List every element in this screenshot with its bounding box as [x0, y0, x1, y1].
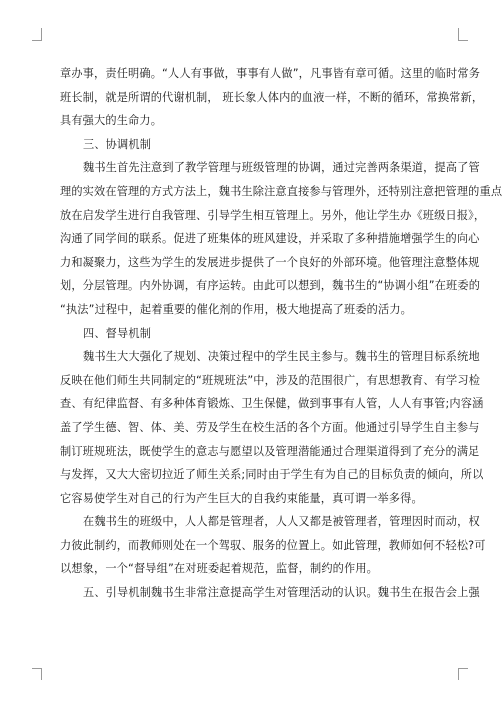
- text-line: 以想象，一个“督导组”在对班委起着规范，监督，制约的作用。: [60, 562, 379, 576]
- text-line: 与发挥，又大大密切拉近了师生关系;同时由于学生有为自己的目标负责的倾向，所以: [60, 468, 484, 482]
- paragraph-first-line: 五、引导机制魏书生非常注意提高学生对管理活动的认识。魏书生在报告会上强: [83, 586, 480, 600]
- text-line: 查、有纪律监督、有多种体育锻炼、卫生保健，做到事事有人管，人人有事管;内容涵: [60, 397, 484, 411]
- crop-mark-bottom-right-v: [458, 668, 459, 680]
- text-line: 盖了学生德、智、体、美、劳及学生在校生活的各个方面。他通过引导学生自主参与: [60, 420, 480, 434]
- document-body: [60, 62, 502, 605]
- section-heading: 三、协调机制: [83, 137, 152, 151]
- text-line: 理的实效在管理的方式方法上，魏书生除注意直接参与管理外，还特别注意把管理的重点: [60, 184, 502, 198]
- text-line: 它容易使学生对自己的行为产生巨大的自我约束能量，真可谓一举多得。: [60, 491, 423, 505]
- text-line: 力彼此制约，而教师则处在一个驾驭、服务的位置上。如此管理，教师如何不轻松?可: [60, 538, 486, 552]
- crop-mark-bottom-left-v: [41, 668, 42, 680]
- section-heading: 四、督导机制: [83, 326, 152, 340]
- crop-mark-top-right-v: [458, 28, 459, 40]
- crop-mark-top-left-v: [41, 28, 42, 40]
- text-line: 反映在他们师生共同制定的“班规班法”中，涉及的范围很广，有思想教育、有学习检: [60, 373, 481, 387]
- text-line: 具有强大的生命力。: [60, 114, 163, 128]
- text-line: 沟通了同学间的联系。促进了班集体的班风建设，并采取了多种措施增强学生的向心: [60, 232, 480, 246]
- crop-mark-top-right-h: [458, 40, 468, 41]
- paragraph-first-line: 魏书生大大强化了规划、决策过程中的学生民主参与。魏书生的管理目标系统地: [83, 350, 480, 364]
- text-line: “执法”过程中，起着重要的催化剂的作用，极大地提高了班委的活力。: [60, 302, 413, 316]
- text-line: 章办事，责任明确。“人人有事做，事事有人做”，凡事皆有章可循。这里的临时常务: [60, 67, 481, 80]
- text-line: 班长制，就是所谓的代谢机制， 班长象人体内的血液一样，不断的循环，常换常新，: [60, 90, 484, 104]
- text-line: 力和凝聚力，这些为学生的发展进步提供了一个良好的外部环境。他管理注意整体规: [60, 255, 480, 269]
- text-line: 划，分层管理。内外协调，有序运转。由此可以想到，魏书生的“协调小组”在班委的: [60, 279, 481, 293]
- paragraph-first-line: 在魏书生的班级中，人人都是管理者，人人又都是被管理者，管理因时而动，权: [83, 515, 480, 529]
- paragraph-first-line: 魏书生首先注意到了教学管理与班级管理的协调，通过完善两条渠道，提高了管: [83, 161, 480, 175]
- text-line: 放在启发学生进行自我管理、引导学生相互管理上。另外，他让学生办《班级日报》，: [60, 208, 486, 222]
- crop-mark-bottom-right-h: [458, 668, 468, 669]
- text-line: 制订班规班法，既使学生的意志与愿望以及管理潜能通过合理渠道得到了充分的满足: [60, 444, 480, 458]
- crop-mark-top-left-h: [32, 40, 42, 41]
